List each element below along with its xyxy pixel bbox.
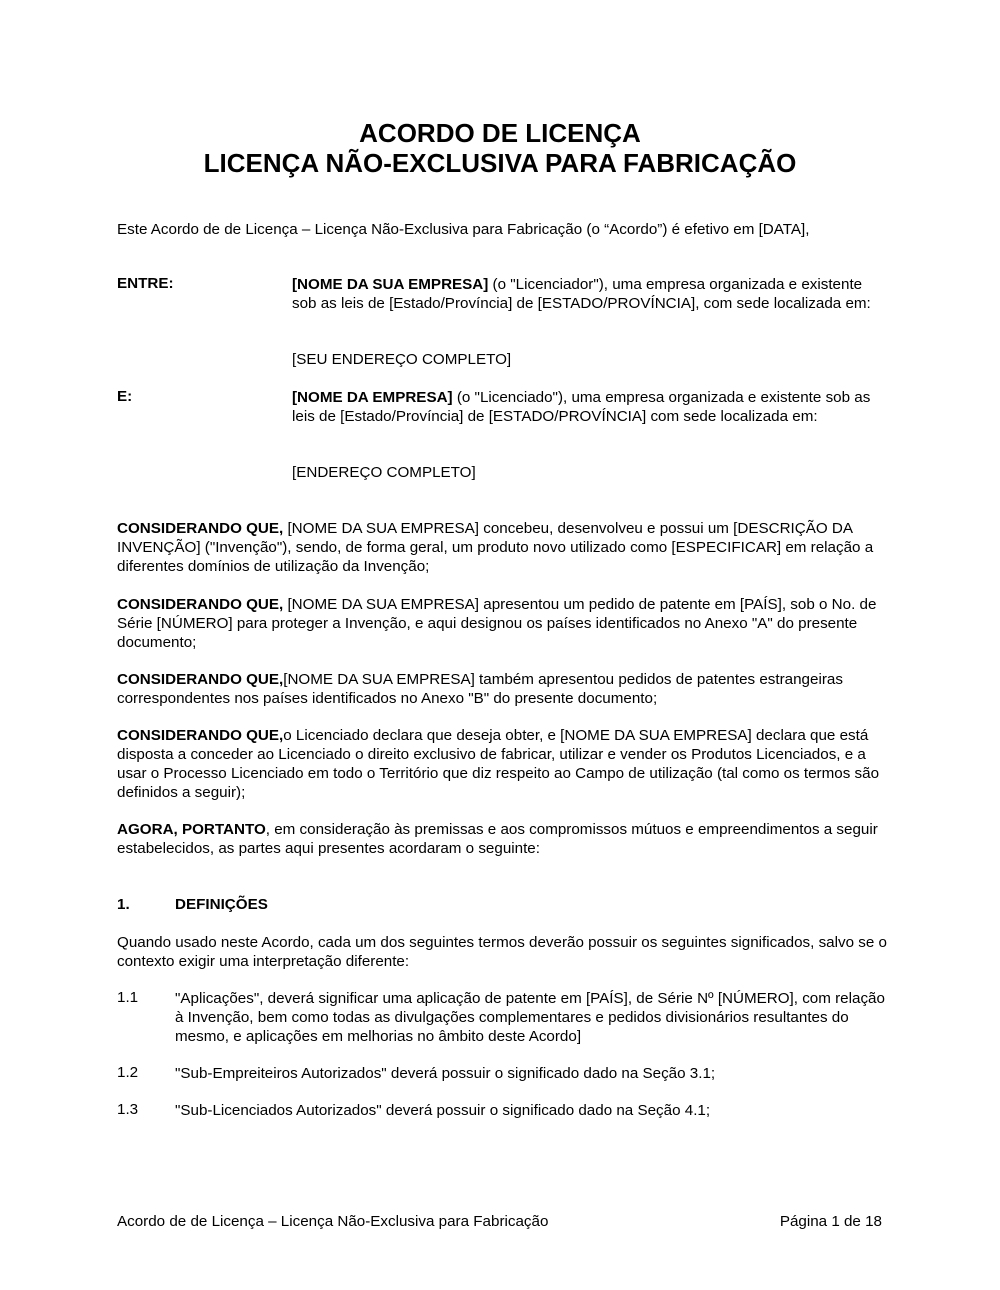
party-licensor-name: [NOME DA SUA EMPRESA]	[292, 276, 489, 293]
section-number: 1.	[117, 896, 130, 913]
definition-text: "Sub-Licenciados Autorizados" deverá possuir o significado dado na Seção 4.1;	[175, 1102, 711, 1119]
section-intro: Quando usado neste Acordo, cada um dos seguintes termos deverão possuir os seguintes significados, salvo se o contexto exigir uma interpretação diferente:	[117, 934, 887, 970]
party-licensee-text	[292, 388, 887, 426]
recital-text: , em consideração às premissas e aos compromissos mútuos e empreendimentos a seguir estabelecidos, as partes aqui presentes acordaram o seguinte:	[117, 821, 878, 857]
party-licensee-desc: (o "Licenciado"), uma empresa organizada e existente sob as leis de [Estado/Província] de [ESTADO/PROVÍNCIA] com sede localizada em:	[292, 389, 871, 425]
party-licensee-name: [NOME DA EMPRESA]	[292, 389, 453, 406]
recital-paragraph	[117, 519, 887, 576]
footer-page-number: Página 1 de 18	[779, 1213, 882, 1230]
party-licensee-address: [ENDEREÇO COMPLETO]	[292, 464, 476, 481]
recital-lead: CONSIDERANDO QUE,	[117, 596, 284, 613]
party-licensor-address: [SEU ENDEREÇO COMPLETO]	[292, 351, 512, 368]
recital-lead: CONSIDERANDO QUE,	[117, 671, 284, 688]
definition-number: 1.2	[117, 1064, 139, 1081]
intro-paragraph: Este Acordo de de Licença – Licença Não-Exclusiva para Fabricação (o “Acordo”) é efetivo em [DATA],	[117, 221, 810, 238]
recital-lead: CONSIDERANDO QUE,	[117, 520, 284, 537]
definition-text: "Sub-Empreiteiros Autorizados" deverá possuir o significado dado na Seção 3.1;	[175, 1065, 716, 1082]
document-subtitle: LICENÇA NÃO-EXCLUSIVA PARA FABRICAÇÃO	[203, 148, 797, 178]
recital-text: [NOME DA SUA EMPRESA] apresentou um pedido de patente em [PAÍS], sob o No. de Série [NÚMERO] para proteger a Invenção, e aqui designou os países identificados no Anexo "A" do presente documento;	[117, 596, 877, 651]
recital-paragraph	[117, 670, 887, 708]
party-label-e: E:	[117, 388, 133, 405]
definition-number: 1.1	[117, 989, 139, 1006]
recital-text: [NOME DA SUA EMPRESA] concebeu, desenvolveu e possui um [DESCRIÇÃO DA INVENÇÃO] ("Invenção"), sendo, de forma geral, um produto novo utilizado como [ESPECIFICAR] em relação a diferentes domínios de utilização da Invenção;	[117, 520, 874, 575]
recital-lead: AGORA, PORTANTO	[117, 821, 266, 838]
party-label-entre: ENTRE:	[117, 275, 174, 292]
definition-number: 1.3	[117, 1101, 139, 1118]
document-title: ACORDO DE LICENÇA	[359, 118, 641, 148]
party-licensor-text	[292, 275, 887, 313]
recital-text: [NOME DA SUA EMPRESA] também apresentou pedidos de patentes estrangeiras correspondentes nos países identificados no Anexo "B" do presente documento;	[117, 671, 843, 707]
party-licensor-desc: (o "Licenciador"), uma empresa organizada e existente sob as leis de [Estado/Província] de [ESTADO/PROVÍNCIA], com sede localizada em:	[292, 276, 871, 312]
footer-document-name: Acordo de de Licença – Licença Não-Exclusiva para Fabricação	[117, 1213, 549, 1230]
recital-text: o Licenciado declara que deseja obter, e [NOME DA SUA EMPRESA] declara que está disposta a conceder ao Licenciado o direito exclusivo de fabricar, utilizar e vender os Produtos Licenciados, e a usar o Processo Licenciado em todo o Território que diz respeito ao Campo de utilização (tal como os termos são definidos a seguir);	[117, 727, 880, 801]
now-therefore-paragraph	[117, 820, 887, 858]
recital-paragraph	[117, 595, 887, 652]
recital-paragraph	[117, 726, 887, 802]
recital-lead: CONSIDERANDO QUE,	[117, 727, 284, 744]
section-title: DEFINIÇÕES	[175, 896, 268, 913]
definition-text: "Aplicações", deverá significar uma aplicação de patente em [PAÍS], de Série Nº [NÚMERO], com relação à Invenção, bem como todas as divulgações complementares e pedidos divisionários resultantes do mesmo, e aplicações em melhorias no âmbito deste Acordo]	[175, 990, 885, 1045]
